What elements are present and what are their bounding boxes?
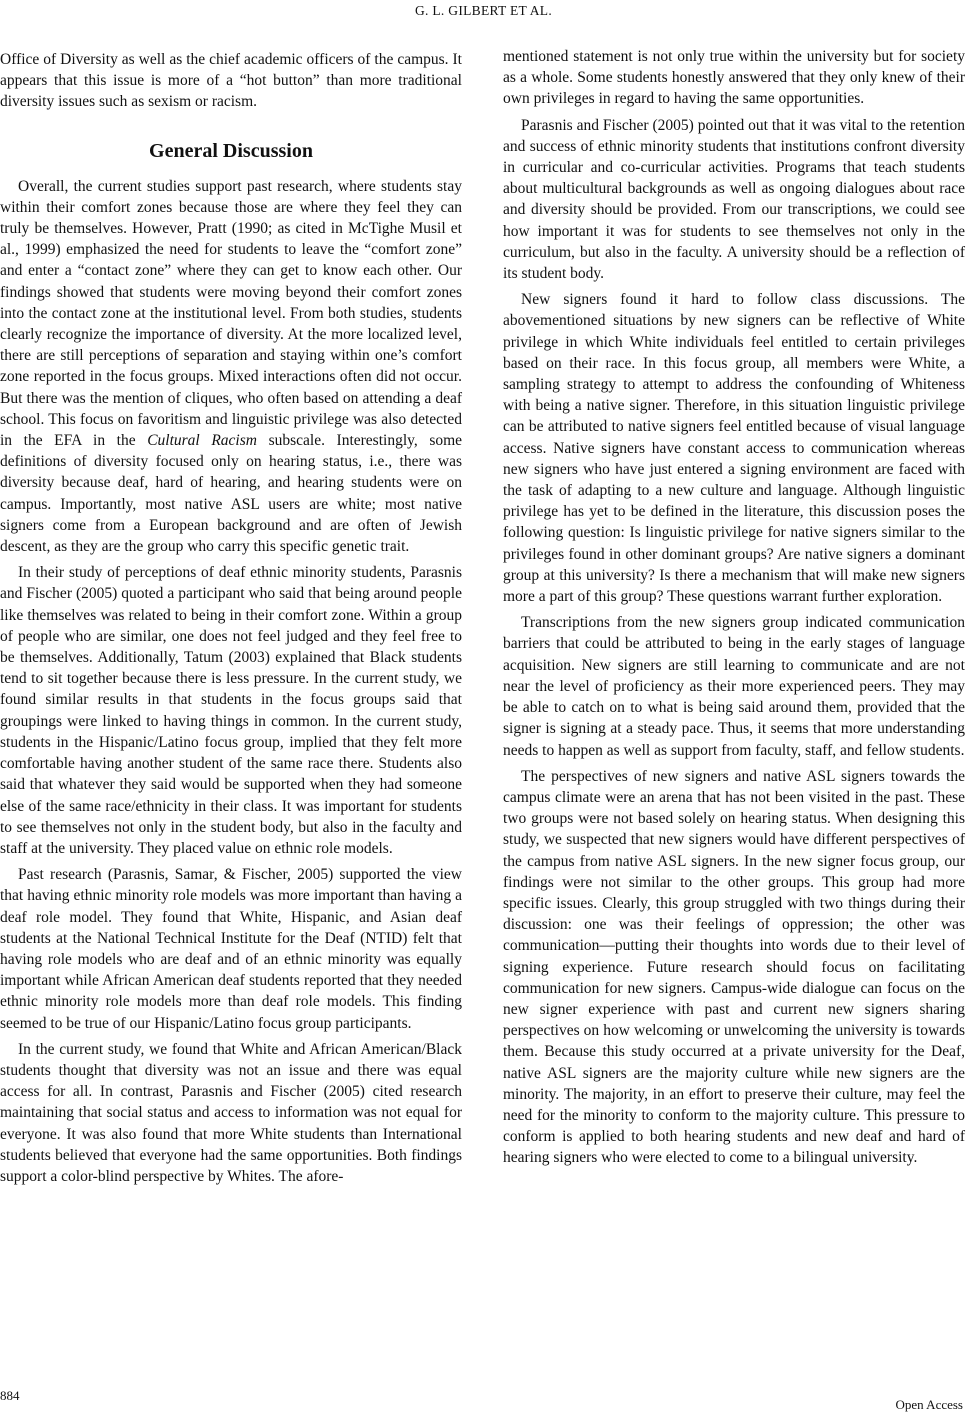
paragraph: In their study of perceptions of deaf ethnic minority students, Parasnis and Fischer (2005) quoted a participant who said that being around people like themselves was related to being in their comfort zone. Within a group of people who are similar, one does not feel judged and they feel free to be themselves. Additionally, Tatum (2003) explained that Black students tend to sit together because there is less pressure. In the current study, we found similar results in that students in the focus groups said that groupings were linked to having things in common. In the current study, students in the Hispanic/Latino focus group, implied that they felt more comfortable having another student of the same race there. Students also said that whatever they said would be supported when they had someone else of the same race/ethnicity in their class. It was important for students to see themselves not only in the student body, but also in the faculty and staff at the university. They placed value on ethnic role models. bbox=[0, 564, 462, 857]
paragraph: The perspectives of new signers and native ASL signers towards the campus climate were an arena that has not been visited in the past. These two groups were not based solely on hearing status. When designing this study, we suspected that new signers would have different perspectives of the campus from native ASL signers. In the new signer focus group, our findings were not similar to the other groups. This group had more specific issues. Clearly, this group struggled with two things during their discussion: one was their feelings of oppression; the other was communication—putting their thoughts into words due to their level of signing experience. Future research should focus on facilitating communication for new signers. Campus-wide dialogue can focus on the new signer experience with past and current new signers sharing perspectives on how welcoming or unwelcoming the university is towards them. Because this study occurred at a private university for the Deaf, native ASL signers are the majority culture while new signers are the minority. The majority, in an effort to preserve their culture, may feel the need for the minority to conform to the majority culture. This pressure to conform is applied to both hearing students and new deaf and hard of hearing signers who were elected to come to a bilingual university. bbox=[503, 767, 965, 1167]
paragraph-text: subscale. Interestingly, some definitions of diversity focused only on hearing status, i.e., there was diversity because deaf, hard of hearing, and hearing students were on campus. Importantly, most native ASL users are white; most native signers come from a European background and are often of Jewish descent, as they are the group who carry this specific genetic trait. bbox=[0, 432, 463, 556]
paragraph: Transcriptions from the new signers group indicated communication barriers that could be attributed to being in the early stages of language acquisition. New signers are still learning to communicate and are not near the level of proficiency as their more experienced peers. They may be able to catch on to what is being said around them, provided that the signer is signing at a steady pace. Thus, it seems that more understanding needs to happen as well as support from faculty, staff, and fellow students. bbox=[503, 614, 965, 759]
running-head: G. L. GILBERT ET AL. bbox=[414, 3, 553, 18]
page-number: 884 bbox=[0, 1388, 20, 1403]
section-heading: General Discussion bbox=[149, 139, 313, 162]
right-column bbox=[503, 46, 965, 1174]
paragraph bbox=[0, 176, 462, 558]
paragraph: New signers found it hard to follow class discussions. The abovementioned situations by new signers can be reflective of White privilege in which White individuals feel entitled to certain privileges based on their race. In this focus group, all members were White, a sampling strategy to attempt to address the confounding of Whiteness with being a native signer. Therefore, in this situation linguistic privilege can be attributed to native signers feel entitled because of visual language access. Native signers have constant access to communication whereas new signers who have just entered a signing environment are faced with the task of adapting to a new culture and language. Although linguistic privilege has yet to be defined in the literature, this discussion poses the following question: Is linguistic privilege for native signers similar to the privileges found in other dominant groups? Are native signers a dominant group at this university? Is there a mechanism that will make new signers more a part of this group? These questions warrant further exploration. bbox=[503, 291, 965, 606]
journal-name: Open Access bbox=[895, 1397, 963, 1412]
left-column bbox=[0, 49, 462, 1192]
subscale-name: Cultural Racism bbox=[147, 432, 257, 450]
paragraph: Past research (Parasnis, Samar, & Fischer, 2005) supported the view that having ethnic minority role models was more important than having a deaf role model. They found that White, Hispanic, and Asian deaf students at the National Technical Institute for the Deaf (NTID) felt that having role models who are deaf and of an ethnic minority was equally important while African American deaf students reported that they needed ethnic minority role models more than deaf role models. This finding seemed to be true of our Hispanic/Latino focus group participants. bbox=[0, 866, 462, 1032]
paragraph: mentioned statement is not only true within the university but for society as a whole. Some students honestly answered that they only knew of their own privileges in regard to having the same opportunities. bbox=[503, 48, 965, 108]
paragraph-text: Overall, the current studies support past research, where students stay within their comfort zones because those are where they feel they can truly be themselves. However, Pratt (1990; as cited in McTighe Musil et al., 1999) emphasized the need for students to leave the “comfort zone” and enter a “contact zone” where they can get to know each other. Our findings showed that students were moving beyond their comfort zones into the contact zone at the institutional level. From both studies, students clearly recognize the importance of diversity. At the more localized level, there are still perceptions of separation and staying within one’s comfort zone reported in the focus groups. Mixed interactions often did not occur. But there was the mention of cliques, who often based on attending a deaf school. This focus on favoritism and linguistic privilege was also detected in the EFA in the bbox=[0, 177, 462, 450]
paragraph: Office of Diversity as well as the chief academic officers of the campus. It appears that this issue is more of a “hot button” than more traditional diversity issues such as sexism or racism. bbox=[0, 51, 462, 111]
paragraph: In the current study, we found that White and African American/Black students thought that diversity was not an issue and there was equal access for all. In contrast, Parasnis and Fischer (2005) cited research maintaining that social status and access to information was not equal for everyone. It was also found that more White students than International students believed that everyone had the same opportunities. Both findings support a color-blind perspective by Whites. The afore- bbox=[0, 1040, 462, 1185]
paragraph: Parasnis and Fischer (2005) pointed out that it was vital to the retention and success of ethnic minority students that institutions confront diversity in curricular and co-curricular activities. Programs that teach students about multicultural backgrounds as well as ongoing dialogues about race and diversity should be provided. From our transcriptions, we could see how important it was for students to see themselves not only in the curriculum, but also in the faculty. A university should be a reflection of its student body. bbox=[503, 116, 965, 283]
